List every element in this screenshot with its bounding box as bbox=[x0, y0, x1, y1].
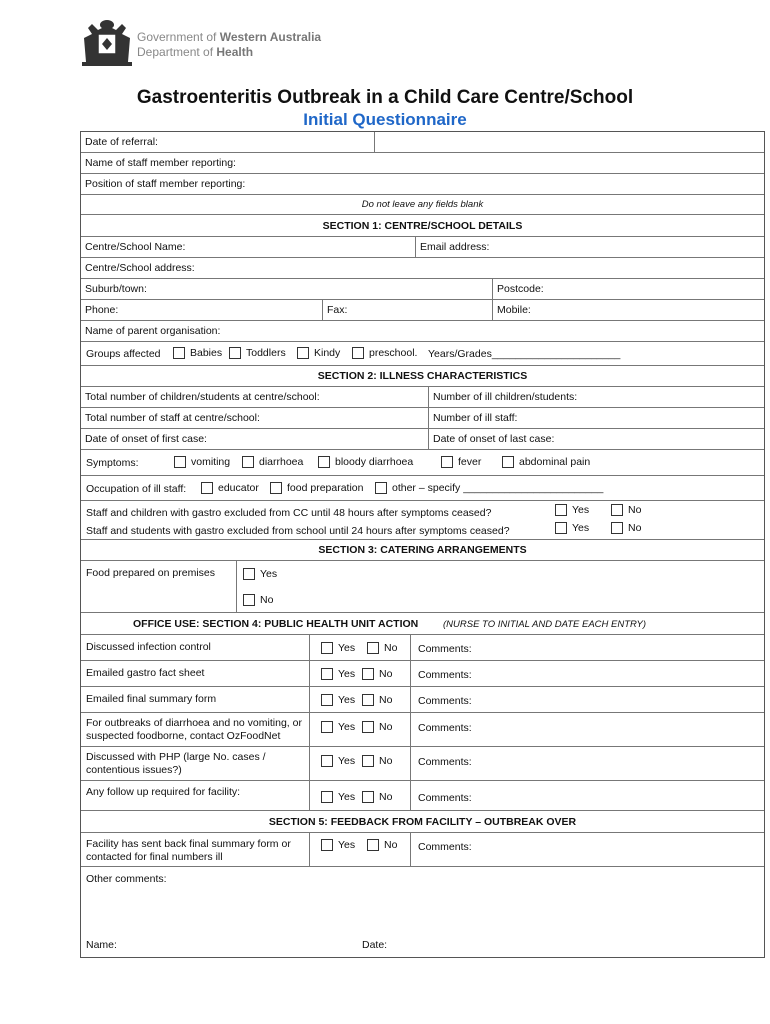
section1-heading-row bbox=[81, 215, 764, 237]
occupation-row bbox=[81, 476, 764, 501]
ill-children-field[interactable]: Number of ill children/students: bbox=[428, 387, 764, 407]
comments-field[interactable]: Comments: bbox=[418, 756, 472, 768]
excluded-school-question: Staff and students with gastro excluded from school until 24 hours after symptoms ceased? bbox=[86, 525, 510, 537]
questionnaire-form bbox=[80, 131, 765, 958]
staff-reporting-label: Name of staff member reporting: bbox=[85, 157, 236, 169]
phu-action-label: Discussed with PHP (large No. cases / bbox=[86, 751, 266, 763]
date-field[interactable]: Date: bbox=[362, 939, 388, 951]
checkbox[interactable] bbox=[229, 347, 241, 359]
no-option[interactable]: No bbox=[362, 755, 392, 767]
checkbox[interactable] bbox=[362, 694, 374, 706]
checkbox[interactable] bbox=[321, 668, 333, 680]
position-reporting-label: Position of staff member reporting: bbox=[85, 178, 246, 190]
phu-action-row bbox=[81, 687, 764, 713]
sent-back-label-line2: contacted for final numbers ill bbox=[86, 851, 223, 863]
position-reporting-row[interactable] bbox=[81, 174, 764, 195]
comments-field[interactable]: Comments: bbox=[418, 643, 472, 655]
checkbox[interactable] bbox=[362, 721, 374, 733]
yes-option[interactable]: Yes bbox=[321, 721, 355, 733]
symptom-diarrhoea-option[interactable]: diarrhoea bbox=[242, 456, 303, 468]
other-comments-label: Other comments: bbox=[86, 873, 167, 885]
government-heading: Government of Western Australia Department of Health bbox=[137, 30, 322, 59]
total-children-field[interactable]: Total number of children/students at centre/school: bbox=[85, 391, 320, 403]
phone-row bbox=[81, 300, 764, 321]
date-of-referral-label: Date of referral: bbox=[85, 136, 158, 148]
checkbox[interactable] bbox=[321, 755, 333, 767]
checkbox[interactable] bbox=[297, 347, 309, 359]
checkbox[interactable] bbox=[362, 668, 374, 680]
wa-coat-of-arms-icon bbox=[80, 18, 134, 68]
no-option[interactable]: No bbox=[367, 642, 397, 654]
page-subtitle: Initial Questionnaire bbox=[303, 110, 467, 129]
checkbox[interactable] bbox=[243, 594, 255, 606]
yes-option[interactable]: Yes bbox=[321, 694, 355, 706]
food-prepared-label: Food prepared on premises bbox=[86, 567, 215, 579]
email-field[interactable]: Email address: bbox=[415, 237, 764, 257]
checkbox[interactable] bbox=[173, 347, 185, 359]
group-toddlers-option[interactable]: Toddlers bbox=[229, 347, 286, 359]
phu-action-label: Emailed final summary form bbox=[86, 693, 217, 705]
section1-heading: SECTION 1: CENTRE/SCHOOL DETAILS bbox=[322, 219, 523, 232]
section4-heading: OFFICE USE: SECTION 4: PUBLIC HEALTH UNIT ACTION bbox=[133, 618, 419, 630]
notice-row bbox=[81, 195, 764, 215]
symptom-bloody-diarrhoea-option[interactable]: bloody diarrhoea bbox=[318, 456, 413, 468]
centre-name-row bbox=[81, 237, 764, 258]
checkbox[interactable] bbox=[375, 482, 387, 494]
catering-row bbox=[81, 561, 764, 613]
ill-staff-field[interactable]: Number of ill staff: bbox=[428, 408, 764, 428]
checkbox[interactable] bbox=[174, 456, 186, 468]
phone-field[interactable]: Phone: bbox=[85, 304, 119, 316]
comments-field[interactable]: Comments: bbox=[418, 669, 472, 681]
symptom-vomiting-option[interactable]: vomiting bbox=[174, 456, 230, 468]
no-option[interactable]: No bbox=[367, 839, 397, 851]
group-kindy-option[interactable]: Kindy bbox=[297, 347, 340, 359]
checkbox[interactable] bbox=[321, 791, 333, 803]
phu-action-row bbox=[81, 781, 764, 811]
exclusion-row bbox=[81, 501, 764, 540]
phu-action-row bbox=[81, 713, 764, 747]
occupation-other-option[interactable]: other – specify ________________________ bbox=[375, 482, 603, 494]
group-preschool-option[interactable]: preschool. bbox=[352, 347, 417, 359]
page-title: Gastroenteritis Outbreak in a Child Care Centre/School bbox=[136, 87, 634, 108]
phu-action-row bbox=[81, 747, 764, 781]
feedback-row bbox=[81, 833, 764, 867]
checkbox[interactable] bbox=[362, 791, 374, 803]
phu-action-label-line2: contentious issues?) bbox=[86, 764, 182, 776]
notice-text: Do not leave any fields blank bbox=[361, 199, 484, 210]
comments-field[interactable]: Comments: bbox=[418, 695, 472, 707]
comments-field[interactable]: Comments: bbox=[418, 792, 472, 804]
mobile-field[interactable]: Mobile: bbox=[492, 300, 764, 320]
section4-heading-row bbox=[81, 613, 764, 635]
date-of-referral-field[interactable] bbox=[374, 132, 764, 152]
checkbox[interactable] bbox=[201, 482, 213, 494]
years-grades-field[interactable]: Years/Grades______________________ bbox=[428, 348, 621, 360]
centre-address-label: Centre/School address: bbox=[85, 262, 195, 274]
total-staff-row bbox=[81, 408, 764, 429]
checkbox[interactable] bbox=[502, 456, 514, 468]
onset-first-field[interactable]: Date of onset of first case: bbox=[85, 433, 207, 445]
yes-option[interactable]: Yes bbox=[321, 642, 355, 654]
onset-last-field[interactable]: Date of onset of last case: bbox=[428, 429, 764, 449]
occupation-label: Occupation of ill staff: bbox=[86, 483, 187, 495]
excluded-school-yes-option[interactable]: Yes bbox=[555, 522, 589, 534]
checkbox[interactable] bbox=[611, 504, 623, 516]
onset-row bbox=[81, 429, 764, 450]
excluded-cc-yes-option[interactable]: Yes bbox=[555, 504, 589, 516]
phu-action-label: For outbreaks of diarrhoea and no vomiting, or bbox=[86, 717, 302, 729]
yes-option[interactable]: Yes bbox=[321, 839, 355, 851]
parent-org-label: Name of parent organisation: bbox=[85, 325, 221, 337]
checkbox[interactable] bbox=[555, 504, 567, 516]
checkbox[interactable] bbox=[555, 522, 567, 534]
food-prepared-yes-option[interactable]: Yes bbox=[243, 568, 277, 580]
comments-field[interactable]: Comments: bbox=[418, 722, 472, 734]
checkbox[interactable] bbox=[321, 694, 333, 706]
groups-affected-label: Groups affected bbox=[86, 348, 161, 360]
date-of-referral-row bbox=[81, 132, 764, 153]
comments-field[interactable]: Comments: bbox=[418, 841, 472, 853]
section2-heading: SECTION 2: ILLNESS CHARACTERISTICS bbox=[317, 370, 528, 382]
section3-heading-row bbox=[81, 540, 764, 561]
no-option[interactable]: No bbox=[362, 791, 392, 803]
excluded-cc-no-option[interactable]: No bbox=[611, 504, 641, 516]
section3-heading: SECTION 3: CATERING ARRANGEMENTS bbox=[318, 544, 527, 556]
no-option[interactable]: No bbox=[362, 668, 392, 680]
excluded-cc-question: Staff and children with gastro excluded from CC until 48 hours after symptoms ceased? bbox=[86, 507, 492, 519]
symptoms-row bbox=[81, 450, 764, 476]
no-option[interactable]: No bbox=[362, 721, 392, 733]
groups-affected-row bbox=[81, 342, 764, 366]
checkbox[interactable] bbox=[243, 568, 255, 580]
excluded-school-no-option[interactable]: No bbox=[611, 522, 641, 534]
yes-option[interactable]: Yes bbox=[321, 668, 355, 680]
centre-address-row[interactable] bbox=[81, 258, 764, 279]
yes-option[interactable]: Yes bbox=[321, 791, 355, 803]
occupation-food-preparation-option[interactable]: food preparation bbox=[270, 482, 363, 494]
checkbox[interactable] bbox=[318, 456, 330, 468]
phu-action-label: Discussed infection control bbox=[86, 641, 211, 653]
checkbox[interactable] bbox=[270, 482, 282, 494]
phu-action-row bbox=[81, 661, 764, 687]
name-field[interactable]: Name: bbox=[86, 939, 117, 951]
symptom-fever-option[interactable]: fever bbox=[441, 456, 481, 468]
checkbox[interactable] bbox=[321, 642, 333, 654]
no-option[interactable]: No bbox=[362, 694, 392, 706]
checkbox[interactable] bbox=[367, 642, 379, 654]
group-babies-option[interactable]: Babies bbox=[173, 347, 222, 359]
postcode-field[interactable]: Postcode: bbox=[492, 279, 764, 299]
suburb-row bbox=[81, 279, 764, 300]
total-staff-field[interactable]: Total number of staff at centre/school: bbox=[85, 412, 260, 424]
centre-name-field[interactable]: Centre/School Name: bbox=[85, 241, 186, 253]
phu-action-label: Any follow up required for facility: bbox=[86, 786, 241, 798]
phu-action-label: Emailed gastro fact sheet bbox=[86, 667, 205, 679]
checkbox[interactable] bbox=[611, 522, 623, 534]
checkbox[interactable] bbox=[441, 456, 453, 468]
checkbox[interactable] bbox=[321, 721, 333, 733]
checkbox[interactable] bbox=[242, 456, 254, 468]
total-children-row bbox=[81, 387, 764, 408]
section5-heading-row bbox=[81, 811, 764, 833]
symptom-abdominal-pain-option[interactable]: abdominal pain bbox=[502, 456, 590, 468]
food-prepared-no-option[interactable]: No bbox=[243, 594, 273, 606]
section5-heading: SECTION 5: FEEDBACK FROM FACILITY – OUTBREAK OVER bbox=[268, 815, 577, 828]
fax-field[interactable]: Fax: bbox=[322, 300, 492, 320]
checkbox[interactable] bbox=[321, 839, 333, 851]
other-comments-row[interactable] bbox=[81, 867, 764, 957]
parent-org-row[interactable] bbox=[81, 321, 764, 342]
sent-back-label: Facility has sent back final summary form or bbox=[86, 838, 291, 850]
staff-reporting-row[interactable] bbox=[81, 153, 764, 174]
section4-heading-note: (NURSE TO INITIAL AND DATE EACH ENTRY) bbox=[443, 619, 647, 630]
occupation-educator-option[interactable]: educator bbox=[201, 482, 259, 494]
phu-action-label-line2: suspected foodborne, contact OzFoodNet bbox=[86, 730, 281, 742]
symptoms-label: Symptoms: bbox=[86, 457, 139, 469]
phu-action-row bbox=[81, 635, 764, 661]
checkbox[interactable] bbox=[362, 755, 374, 767]
yes-option[interactable]: Yes bbox=[321, 755, 355, 767]
section2-heading-row bbox=[81, 366, 764, 387]
suburb-field[interactable]: Suburb/town: bbox=[85, 283, 147, 295]
checkbox[interactable] bbox=[367, 839, 379, 851]
checkbox[interactable] bbox=[352, 347, 364, 359]
